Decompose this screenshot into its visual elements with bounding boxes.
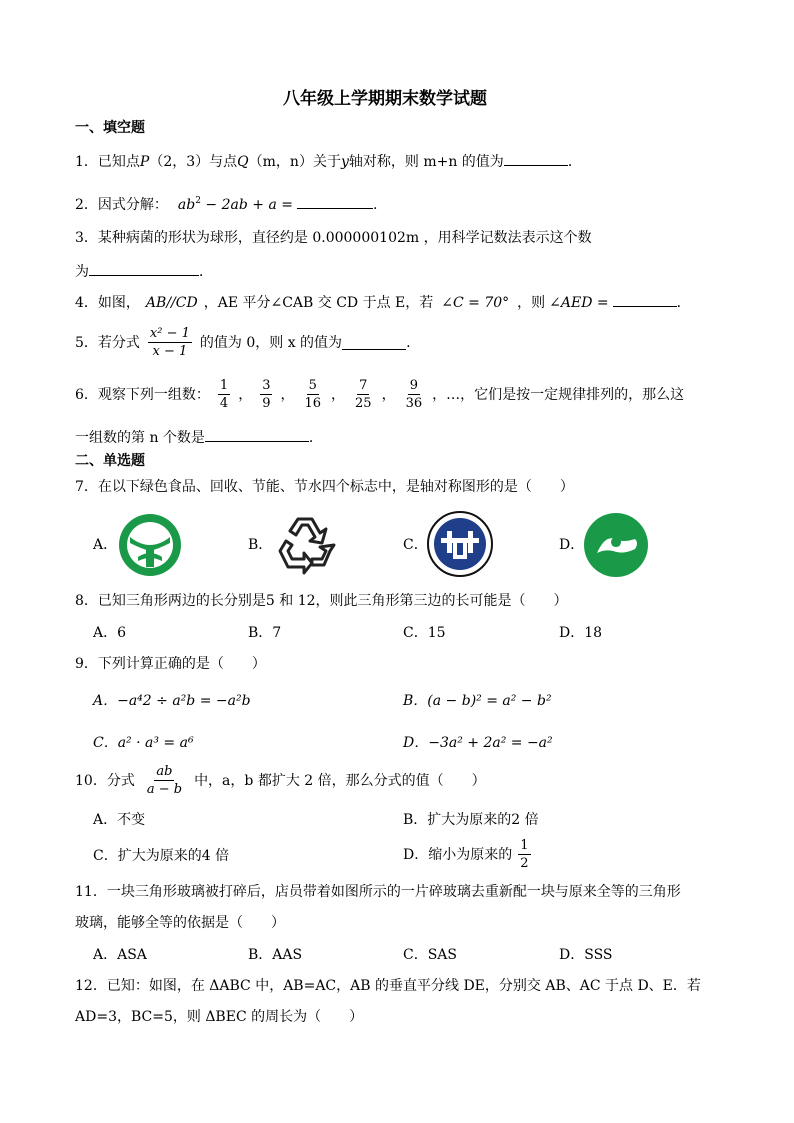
green-food-logo-icon <box>118 513 182 577</box>
question-4: 4．如图， AB//CD ，AE 平分∠CAB 交 CD 于点 E，若 ∠C = 70° ，则 ∠AED = ． <box>75 295 691 311</box>
option-7d[interactable]: D． <box>559 537 585 553</box>
energy-saving-logo-icon <box>427 511 493 577</box>
option-8d[interactable]: D．18 <box>559 625 603 641</box>
question-12-line-2: AD=3，BC=5，则 ΔBEC 的周长为（ ） <box>75 1009 364 1025</box>
sequence-fraction: $\frac{7}{25}$ <box>355 378 372 411</box>
question-10: 10．分式 $\frac{ab}{a - b}$ 中，a，b 都扩大 2 倍，那么分式的值（ ） <box>75 764 486 797</box>
page-title: 八年级上学期期末数学试题 <box>283 89 487 109</box>
option-11c[interactable]: C．SAS <box>403 947 458 963</box>
question-9: 9．下列计算正确的是（ ） <box>75 656 266 672</box>
sequence-fraction: $\frac{9}{36}$ <box>405 378 423 411</box>
question-5: 5．若分式 $\frac{\text{x² − 1}}{x - 1}$ 的值为 0，则 x 的值为 . <box>75 326 411 359</box>
option-7c[interactable]: C． <box>403 537 428 553</box>
section-fill-blank-heading: 一、填空题 <box>75 120 145 136</box>
option-8a[interactable]: A．6 <box>93 625 127 641</box>
fraction-q5: $\frac{\text{x² − 1}}{x - 1}$ <box>149 326 190 359</box>
answer-blank-1[interactable] <box>504 152 568 166</box>
question-8: 8．已知三角形两边的长分别是5 和 12，则此三角形第三边的长可能是（ ） <box>75 593 568 609</box>
fraction-q10: $\frac{ab}{a - b}$ <box>146 764 183 797</box>
question-1: 1．已知点P（2，3）与点Q（m，n）关于y轴对称，则 m+n 的值为 ． <box>75 154 582 170</box>
option-7b[interactable]: B． <box>248 537 273 553</box>
recycle-logo-icon <box>272 513 338 577</box>
option-11d[interactable]: D．SSS <box>559 947 613 963</box>
question-3-line-2: 为 ． <box>75 264 213 280</box>
question-12-line-1: 12．已知：如图，在 ΔABC 中，AB=AC，AB 的垂直平分线 DE，分别交 AB、AC 于点 D、E．若 <box>75 978 701 994</box>
water-saving-logo-icon <box>583 513 649 577</box>
option-9b[interactable]: B．(a − b)² = a² − b² <box>403 693 552 709</box>
option-9c[interactable]: C．a² · a³ = a⁶ <box>93 735 194 751</box>
question-3-line-1: 3．某种病菌的形状为球形，直径约是 0.000000102m ，用科学记数法表示这个数 <box>75 230 592 246</box>
option-8c[interactable]: C．15 <box>403 625 446 641</box>
answer-blank-5[interactable] <box>342 336 406 350</box>
option-10a[interactable]: A．不变 <box>93 812 146 828</box>
sequence-fraction: $\frac{3}{9}$ <box>262 378 271 411</box>
answer-blank-2[interactable] <box>297 195 373 209</box>
option-10d[interactable]: D．缩小为原来的 $\frac{1}{2}$ <box>403 838 529 871</box>
option-11a[interactable]: A．ASA <box>93 947 147 963</box>
answer-blank-6[interactable] <box>205 428 309 442</box>
option-10b[interactable]: B．扩大为原来的2 倍 <box>403 812 539 828</box>
option-8b[interactable]: B．7 <box>248 625 282 641</box>
option-9a[interactable]: A．−a⁴2 ÷ a²b = −a²b <box>93 693 251 709</box>
fraction-one-half: $\frac{1}{2}$ <box>520 838 529 871</box>
question-11-line-2: 玻璃，能够全等的依据是（ ） <box>75 915 285 931</box>
sequence-fraction: $\frac{1}{4}$ <box>219 378 229 411</box>
question-6: 6．观察下列一组数： $\frac{1}{4}$ ， $\frac{3}{9}$ ， $\frac{5}{16}$ ， $\frac{7}{25}$ ， $\frac{9}{36}$ ，…，它们是按一定规律排列的，那么这 <box>75 378 685 411</box>
question-7: 7．在以下绿色食品、回收、节能、节水四个标志中，是轴对称图形的是（ ） <box>75 479 574 495</box>
question-6-line-2: 一组数的第 n 个数是 ． <box>75 430 323 446</box>
option-10c[interactable]: C．扩大为原来的4 倍 <box>93 848 230 864</box>
option-9d[interactable]: D．−3a² + 2a² = −a² <box>403 735 553 751</box>
sequence-fraction: $\frac{5}{16}$ <box>304 378 322 411</box>
question-11-line-1: 11．一块三角形玻璃被打碎后，店员带着如图所示的一片碎玻璃去重新配一块与原来全等的三角形 <box>75 884 681 900</box>
answer-blank-4[interactable] <box>613 293 677 307</box>
answer-blank-3[interactable] <box>89 262 199 276</box>
question-2: 2．因式分解： $ab^2 - 2ab + a$ = . <box>75 196 378 213</box>
section-single-choice-heading: 二、单选题 <box>75 453 145 469</box>
option-7a[interactable]: A． <box>93 537 118 553</box>
option-11b[interactable]: B．AAS <box>248 947 303 963</box>
